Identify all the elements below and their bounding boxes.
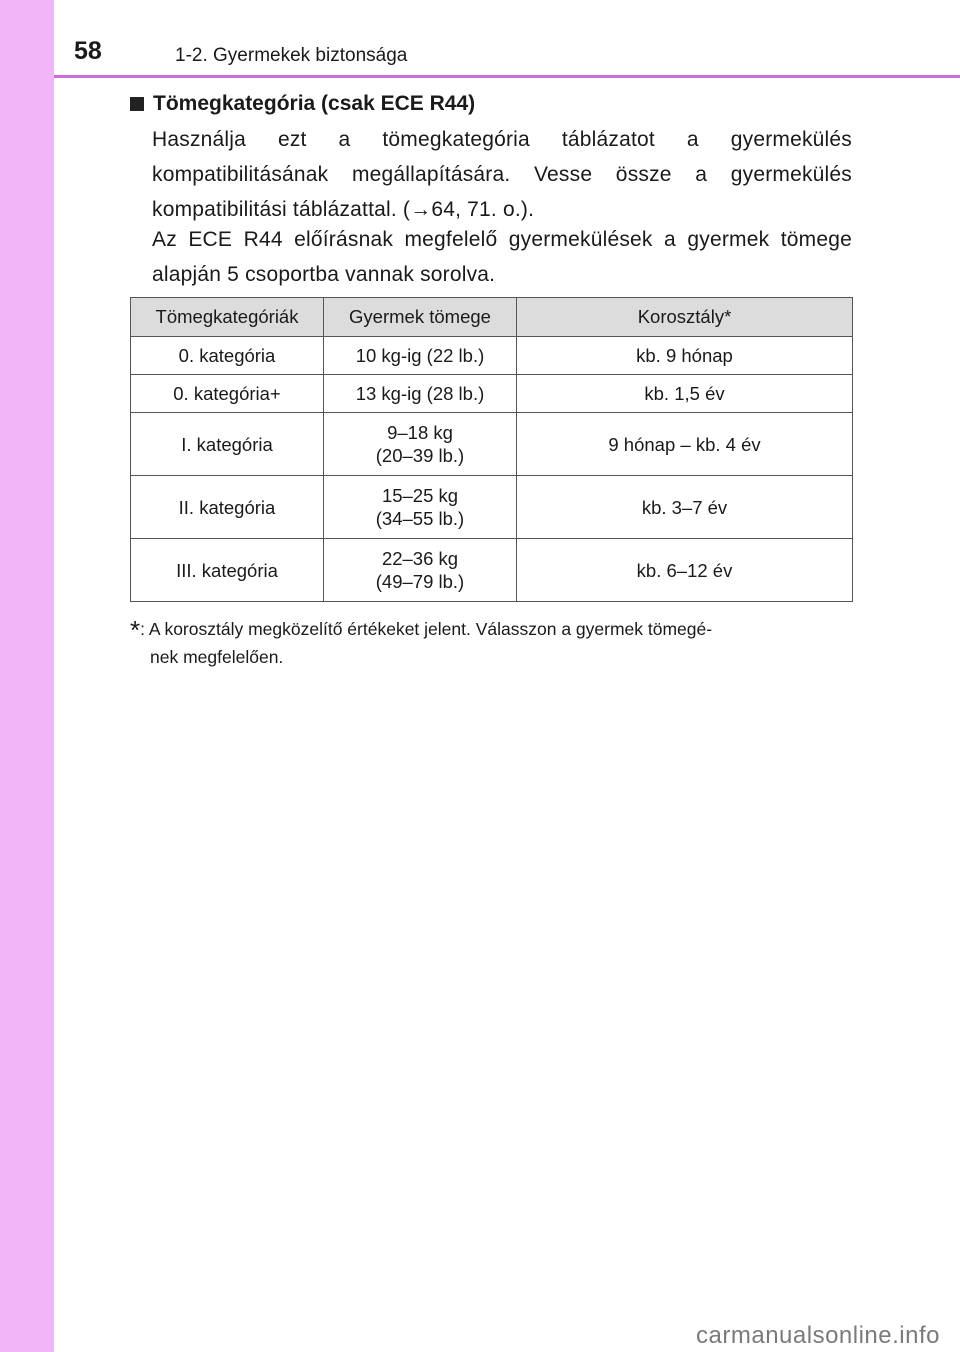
side-color-strip — [0, 0, 54, 1352]
cell-weight: 9–18 kg (20–39 lb.) — [324, 413, 517, 476]
paragraph-compatibility: Használja ezt a tömegkategória táblázatot a gyermekülés kompatibilitásának megállapítására. Vesse össze a gyermekülés kompatibilitási táblázattal. (→64, 71. o.). — [152, 128, 852, 221]
table-header-row — [131, 298, 853, 337]
footnote-asterisk: * — [130, 615, 141, 645]
cell-age: kb. 1,5 év — [517, 375, 853, 413]
table-row — [131, 413, 853, 476]
cell-weight: 15–25 kg (34–55 lb.) — [324, 476, 517, 539]
section-heading — [130, 92, 475, 116]
paragraph-groups: Az ECE R44 előírásnak megfelelő gyermekülések a gyermek tömege alapján 5 csoportba vannak sorolva. — [152, 228, 852, 286]
column-header-weight: Gyermek tömege — [324, 298, 517, 337]
cell-category: I. kategória — [131, 413, 324, 476]
cell-category: 0. kategória+ — [131, 375, 324, 413]
table-row — [131, 539, 853, 602]
cell-age: kb. 9 hónap — [517, 337, 853, 375]
heading-text: Tömegkategória (csak ECE R44) — [153, 92, 476, 115]
watermark: carmanualsonline.info — [696, 1322, 940, 1349]
page-number: 58 — [74, 37, 102, 65]
cell-category: III. kategória — [131, 539, 324, 602]
footnote-line-1: : A korosztály megközelítő értékeket jelent. Válasszon a gyermek tömegé- — [140, 619, 713, 639]
cell-weight: 10 kg-ig (22 lb.) — [324, 337, 517, 375]
cell-category: 0. kategória — [131, 337, 324, 375]
section-title: 1-2. Gyermekek biztonsága — [175, 45, 408, 66]
cell-age: kb. 3–7 év — [517, 476, 853, 539]
cell-category: II. kategória — [131, 476, 324, 539]
footnote — [130, 612, 850, 671]
column-header-age: Korosztály* — [517, 298, 853, 337]
cell-weight: 13 kg-ig (28 lb.) — [324, 375, 517, 413]
table-row — [131, 476, 853, 539]
cell-age: 9 hónap – kb. 4 év — [517, 413, 853, 476]
cell-age: kb. 6–12 év — [517, 539, 853, 602]
table-row — [131, 337, 853, 375]
cell-weight: 22–36 kg (49–79 lb.) — [324, 539, 517, 602]
table-row — [131, 375, 853, 413]
footnote-line-2: nek megfelelően. — [150, 647, 284, 667]
header-divider — [54, 75, 960, 78]
square-bullet-icon — [130, 97, 144, 111]
column-header-category: Tömegkategóriák — [131, 298, 324, 337]
weight-category-table — [130, 297, 853, 602]
